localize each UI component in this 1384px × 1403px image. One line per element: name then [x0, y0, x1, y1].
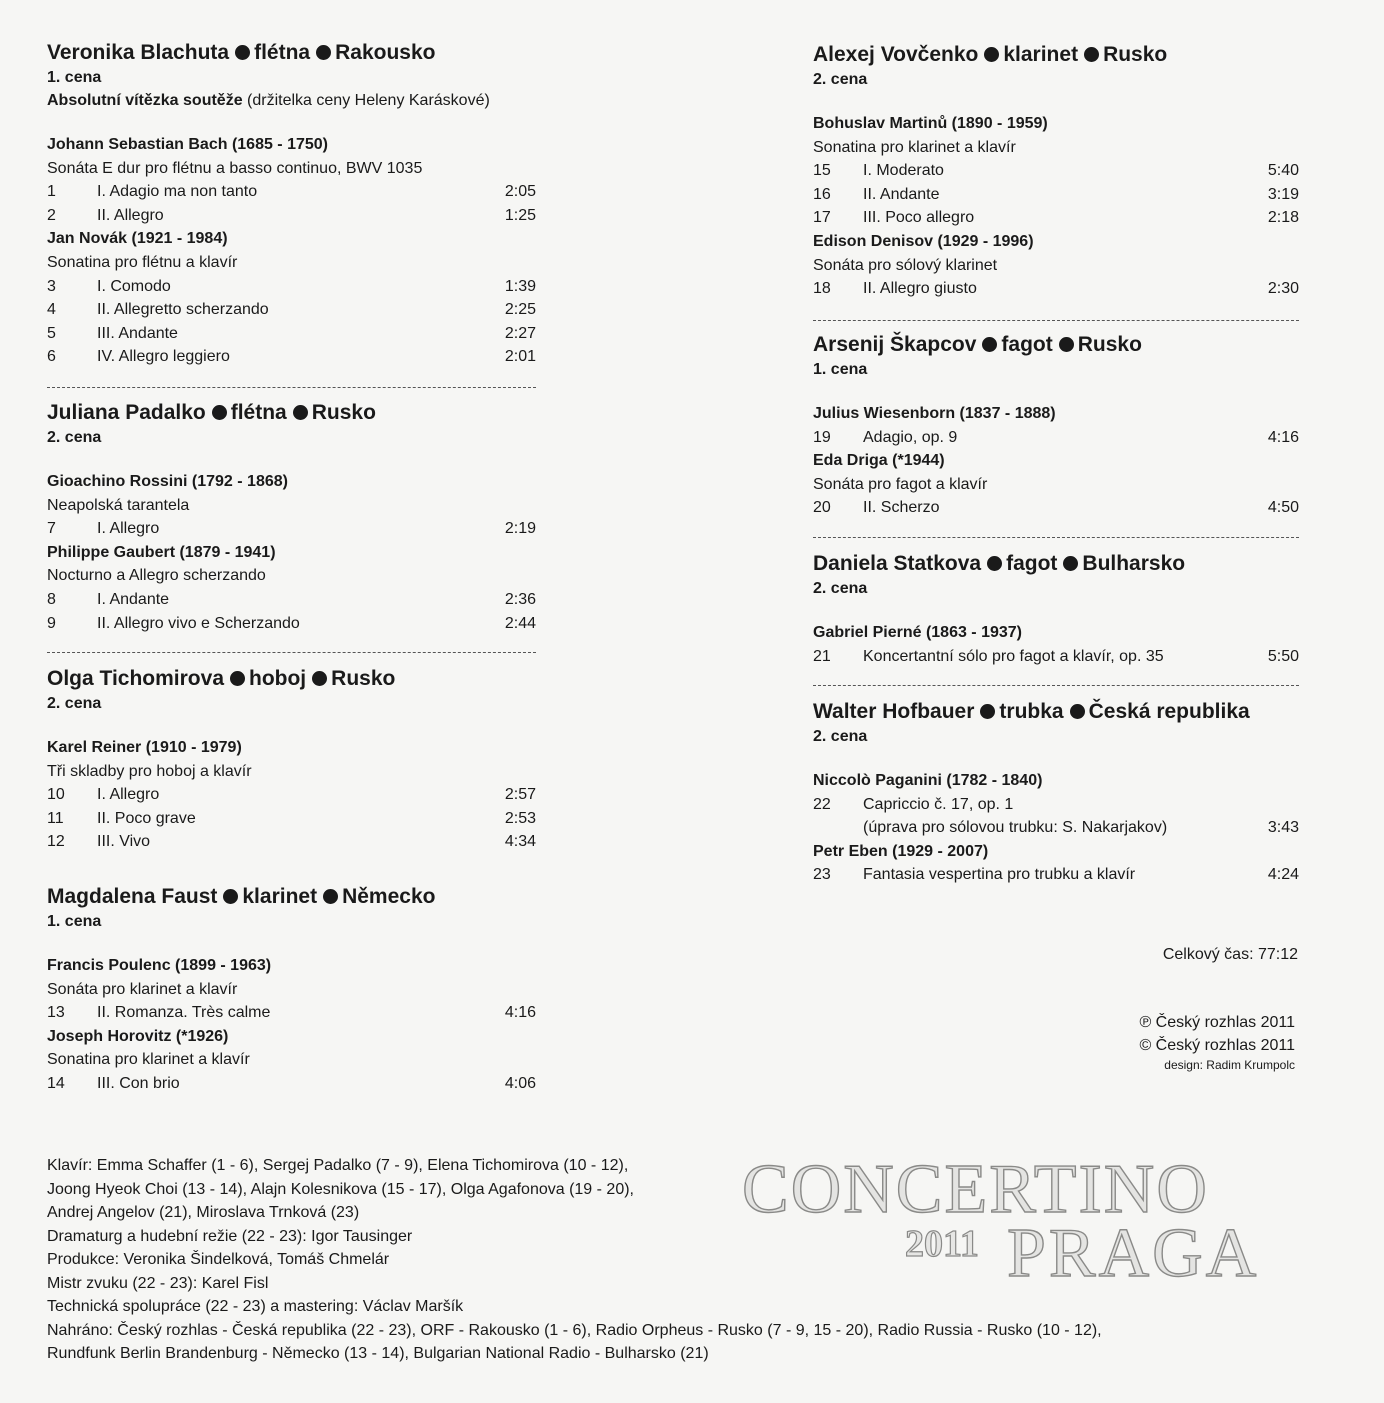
bullet-icon	[1070, 704, 1085, 719]
track-number: 20	[813, 499, 831, 517]
track-title: III. Poco allegro	[863, 209, 975, 227]
performer-name: Daniela Statkova	[813, 552, 982, 575]
composer-name: Francis Poulenc (1899 - 1963)	[47, 957, 272, 974]
award-line	[47, 89, 536, 112]
prize-label: 2. cena	[813, 728, 868, 745]
composer-name: Johann Sebastian Bach (1685 - 1750)	[47, 136, 328, 153]
track-title: Adagio, op. 9	[863, 428, 958, 446]
track-title: I. Comodo	[97, 277, 171, 295]
track-row	[47, 783, 536, 807]
track-number: 13	[47, 1004, 65, 1022]
bullet-icon	[223, 889, 238, 904]
track-duration: 1:25	[504, 206, 536, 224]
track-title: I. Andante	[97, 590, 170, 608]
track-title: II. Allegretto scherzando	[97, 301, 269, 319]
performer-instrument: trubka	[999, 700, 1064, 723]
track-row	[813, 277, 1299, 301]
performer-country: Rusko	[1103, 43, 1168, 66]
prize-label: 2. cena	[47, 429, 102, 446]
work-title: Sonatina pro flétnu a klavír	[47, 253, 238, 271]
track-duration: 4:50	[1267, 499, 1299, 517]
track-number: 5	[47, 324, 56, 342]
track-duration: 2:53	[504, 809, 536, 827]
bullet-icon	[316, 45, 331, 60]
performer-name: Juliana Padalko	[47, 401, 206, 424]
track-row	[47, 588, 536, 612]
credit-line: Andrej Angelov (21), Miroslava Trnková (23)	[47, 1204, 360, 1221]
track-title: II. Andante	[863, 185, 940, 203]
credit-line: Produkce: Veronika Šindelková, Tomáš Chmelár	[47, 1251, 390, 1268]
credit-line: Rundfunk Berlin Brandenburg - Německo (13 - 14), Bulgarian National Radio - Bulharsko (21)	[47, 1345, 709, 1362]
section-divider	[47, 652, 536, 653]
bullet-icon	[982, 337, 997, 352]
performer-name: Magdalena Faust	[47, 885, 218, 908]
credit-line: Nahráno: Český rozhlas - Česká republika (22 - 23), ORF - Rakousko (1 - 6), Radio Orpheus - Rusko (7 - 9, 15 - 20), Radio Russia - Rusko (10 - 12),	[47, 1321, 1102, 1339]
track-duration: 3:43	[1267, 819, 1299, 837]
credit-line: Joong Hyeok Choi (13 - 14), Alajn Kolesnikova (15 - 17), Olga Agafonova (19 - 20),	[47, 1180, 634, 1198]
track-duration: 2:19	[504, 520, 536, 538]
composer-name: Niccolò Paganini (1782 - 1840)	[813, 772, 1043, 789]
track-row	[813, 206, 1299, 230]
bullet-icon	[1059, 337, 1074, 352]
track-duration: 2:36	[504, 590, 536, 608]
track-row	[47, 204, 536, 228]
track-number: 14	[47, 1074, 65, 1092]
track-title: II. Allegro vivo e Scherzando	[97, 614, 300, 632]
performer-heading	[813, 551, 1299, 577]
track-duration: 2:01	[504, 348, 536, 366]
section-divider	[813, 537, 1299, 538]
track-row	[47, 517, 536, 541]
track-row	[813, 183, 1299, 207]
work-title: Nocturno a Allegro scherzando	[47, 567, 266, 585]
track-duration: 2:30	[1267, 280, 1299, 298]
spacer	[813, 748, 1299, 769]
work-title: Sonáta pro fagot a klavír	[813, 475, 988, 493]
track-row	[813, 159, 1299, 183]
bullet-icon	[323, 889, 338, 904]
track-duration: 2:25	[504, 301, 536, 319]
track-row	[47, 275, 536, 299]
bullet-icon	[230, 671, 245, 686]
performer-instrument: fagot	[1001, 333, 1053, 356]
performer-name: Olga Tichomirova	[47, 667, 224, 690]
track-duration: 4:16	[504, 1004, 536, 1022]
track-row	[813, 816, 1299, 840]
bullet-icon	[293, 405, 308, 420]
performer-country: Německo	[342, 885, 436, 908]
logo-praga: PRAGA	[1007, 1215, 1260, 1292]
track-number: 21	[813, 647, 831, 665]
spacer	[813, 91, 1299, 112]
track-row	[47, 830, 536, 854]
track-number: 19	[813, 428, 831, 446]
copyright-block	[1139, 1011, 1295, 1074]
performer-block	[813, 42, 1299, 301]
track-row	[47, 1001, 536, 1025]
track-duration: 2:57	[504, 786, 536, 804]
concertino-praga-logo	[742, 1150, 1302, 1300]
composer-name: Philippe Gaubert (1879 - 1941)	[47, 543, 276, 561]
track-duration: 4:06	[504, 1074, 536, 1092]
performer-instrument: flétna	[230, 401, 287, 424]
spacer	[813, 600, 1299, 621]
work-title: Sonáta pro klarinet a klavír	[47, 980, 238, 998]
performer-heading	[813, 332, 1299, 358]
track-title: Koncertantní sólo pro fagot a klavír, op. 35	[863, 647, 1164, 665]
track-duration: 2:18	[1267, 209, 1299, 227]
performer-instrument: flétna	[254, 41, 311, 64]
track-title: I. Allegro	[97, 786, 160, 804]
track-number: 8	[47, 590, 56, 608]
track-duration: 1:39	[504, 277, 536, 295]
bullet-icon	[212, 405, 227, 420]
prize-label: 2. cena	[47, 695, 102, 712]
logo-year: 2011	[905, 1223, 979, 1265]
track-title: I. Adagio ma non tanto	[97, 183, 258, 201]
performer-name: Arsenij Škapcov	[813, 333, 977, 356]
design-credit: design: Radim Krumpolc	[1164, 1058, 1295, 1072]
performer-heading	[47, 400, 536, 426]
track-title: II. Romanza. Très calme	[97, 1004, 271, 1022]
performer-block	[47, 400, 536, 635]
performer-heading	[47, 884, 536, 910]
work-title: Neapolská tarantela	[47, 496, 190, 514]
spacer	[47, 112, 536, 133]
performer-country: Rusko	[331, 667, 396, 690]
performer-country: Rakousko	[335, 41, 436, 64]
credit-line: Dramaturg a hudební režie (22 - 23): Igor Tausinger	[47, 1227, 413, 1245]
work-title: Sonáta E dur pro flétnu a basso continuo, BWV 1035	[47, 159, 423, 177]
composer-name: Bohuslav Martinů (1890 - 1959)	[813, 115, 1048, 132]
track-number: 12	[47, 833, 65, 851]
track-number: 1	[47, 183, 56, 201]
track-title: I. Moderato	[863, 162, 944, 180]
section-divider	[47, 387, 536, 388]
composer-name: Gioachino Rossini (1792 - 1868)	[47, 473, 288, 490]
track-row	[813, 496, 1299, 520]
performer-heading	[47, 40, 536, 66]
bullet-icon	[984, 47, 999, 62]
award-title: Absolutní vítězka soutěže	[47, 92, 243, 109]
track-row	[813, 645, 1299, 669]
track-number: 4	[47, 301, 56, 319]
performer-block	[813, 699, 1299, 887]
track-duration: 5:40	[1267, 162, 1299, 180]
performer-name: Alexej Vovčenko	[813, 43, 979, 66]
bullet-icon	[1084, 47, 1099, 62]
prize-label: 1. cena	[47, 913, 102, 930]
composer-name: Petr Eben (1929 - 2007)	[813, 842, 989, 860]
track-row	[813, 793, 1299, 817]
work-title: Sonatina pro klarinet a klavír	[813, 138, 1016, 156]
track-number: 23	[813, 866, 831, 884]
track-title: II. Poco grave	[97, 809, 196, 827]
performer-instrument: klarinet	[242, 885, 318, 908]
composer-name: Jan Novák (1921 - 1984)	[47, 230, 228, 248]
performer-heading	[813, 42, 1299, 68]
prize-label: 2. cena	[813, 580, 868, 597]
performer-instrument: klarinet	[1003, 43, 1079, 66]
performer-country: Bulharsko	[1082, 552, 1186, 575]
track-row	[47, 612, 536, 636]
performer-block	[813, 332, 1299, 520]
performer-instrument: fagot	[1006, 552, 1058, 575]
bullet-icon	[235, 45, 250, 60]
performer-heading	[47, 666, 536, 692]
credit-line: Technická spolupráce (22 - 23) a mastering: Václav Maršík	[47, 1298, 464, 1315]
track-duration: 2:27	[504, 324, 536, 342]
track-title: Fantasia vespertina pro trubku a klavír	[863, 866, 1136, 884]
performer-name: Walter Hofbauer	[813, 700, 975, 723]
performer-country: Rusko	[311, 401, 376, 424]
track-number: 18	[813, 280, 831, 298]
credit-line: Klavír: Emma Schaffer (1 - 6), Sergej Padalko (7 - 9), Elena Tichomirova (10 - 12),	[47, 1157, 629, 1174]
work-title: Sonáta pro sólový klarinet	[813, 256, 998, 274]
track-row	[47, 322, 536, 346]
bullet-icon	[312, 671, 327, 686]
performer-block	[813, 551, 1299, 668]
track-number: 2	[47, 206, 56, 224]
track-duration: 5:50	[1267, 647, 1299, 665]
track-title: III. Andante	[97, 324, 178, 342]
performer-block	[47, 884, 536, 1096]
track-duration: 4:24	[1267, 866, 1299, 884]
track-title: II. Scherzo	[863, 499, 940, 517]
track-title: III. Vivo	[97, 833, 151, 851]
award-note: (držitelka ceny Heleny Karáskové)	[242, 92, 490, 109]
track-duration: 3:19	[1267, 185, 1299, 203]
performer-country: Rusko	[1077, 333, 1142, 356]
track-row	[47, 345, 536, 369]
composer-name: Karel Reiner (1910 - 1979)	[47, 739, 242, 756]
composer-name: Edison Denisov (1929 - 1996)	[813, 232, 1034, 250]
track-number: 22	[813, 795, 831, 813]
track-title: II. Allegro	[97, 206, 164, 224]
track-row	[813, 863, 1299, 887]
performer-instrument: hoboj	[249, 667, 307, 690]
bullet-icon	[980, 704, 995, 719]
performer-heading	[813, 699, 1299, 725]
phonographic-copyright: ℗ Český rozhlas 2011	[1139, 1014, 1295, 1031]
track-number: 16	[813, 185, 831, 203]
track-number: 10	[47, 786, 65, 804]
composer-name: Gabriel Pierné (1863 - 1937)	[813, 624, 1022, 641]
prize-label: 1. cena	[813, 361, 868, 378]
prize-label: 1. cena	[47, 69, 102, 86]
track-number: 17	[813, 209, 831, 227]
track-title: II. Allegro giusto	[863, 280, 977, 298]
bullet-icon	[987, 556, 1002, 571]
copyright: © Český rozhlas 2011	[1139, 1037, 1295, 1054]
track-number: 3	[47, 277, 56, 295]
track-number: 15	[813, 162, 831, 180]
total-time: Celkový čas: 77:12	[1162, 946, 1298, 963]
section-divider	[813, 320, 1299, 321]
track-title: I. Allegro	[97, 520, 160, 538]
track-number: 6	[47, 348, 56, 366]
logo-concertino: CONCERTINO	[742, 1151, 1209, 1228]
prize-label: 2. cena	[813, 71, 868, 88]
track-row	[47, 298, 536, 322]
track-row	[47, 807, 536, 831]
work-title: Sonatina pro klarinet a klavír	[47, 1051, 250, 1069]
track-number: 7	[47, 520, 56, 538]
performer-block	[47, 666, 536, 854]
track-row	[47, 1072, 536, 1096]
spacer	[813, 381, 1299, 402]
spacer	[47, 449, 536, 470]
composer-name: Eda Driga (*1944)	[813, 452, 945, 470]
composer-name: Julius Wiesenborn (1837 - 1888)	[813, 405, 1056, 422]
track-duration: 2:05	[504, 183, 536, 201]
track-title: Capriccio č. 17, op. 1	[863, 795, 1014, 813]
work-title: Tři skladby pro hoboj a klavír	[47, 762, 252, 780]
performer-country: Česká republika	[1088, 700, 1250, 723]
performer-block	[47, 40, 536, 369]
track-row	[47, 180, 536, 204]
bullet-icon	[1063, 556, 1078, 571]
credit-line: Mistr zvuku (22 - 23): Karel Fisl	[47, 1274, 269, 1292]
performer-name: Veronika Blachuta	[47, 41, 230, 64]
track-title: (úprava pro sólovou trubku: S. Nakarjakov)	[863, 819, 1168, 837]
track-number: 9	[47, 614, 56, 632]
track-duration: 4:16	[1267, 428, 1299, 446]
track-title: III. Con brio	[97, 1074, 180, 1092]
spacer	[47, 933, 536, 954]
track-title: IV. Allegro leggiero	[97, 348, 230, 366]
track-number: 11	[47, 809, 64, 827]
track-row	[813, 426, 1299, 450]
section-divider	[813, 685, 1299, 686]
track-duration: 2:44	[504, 614, 536, 632]
track-duration: 4:34	[504, 833, 536, 851]
composer-name: Joseph Horovitz (*1926)	[47, 1027, 229, 1045]
spacer	[47, 715, 536, 736]
